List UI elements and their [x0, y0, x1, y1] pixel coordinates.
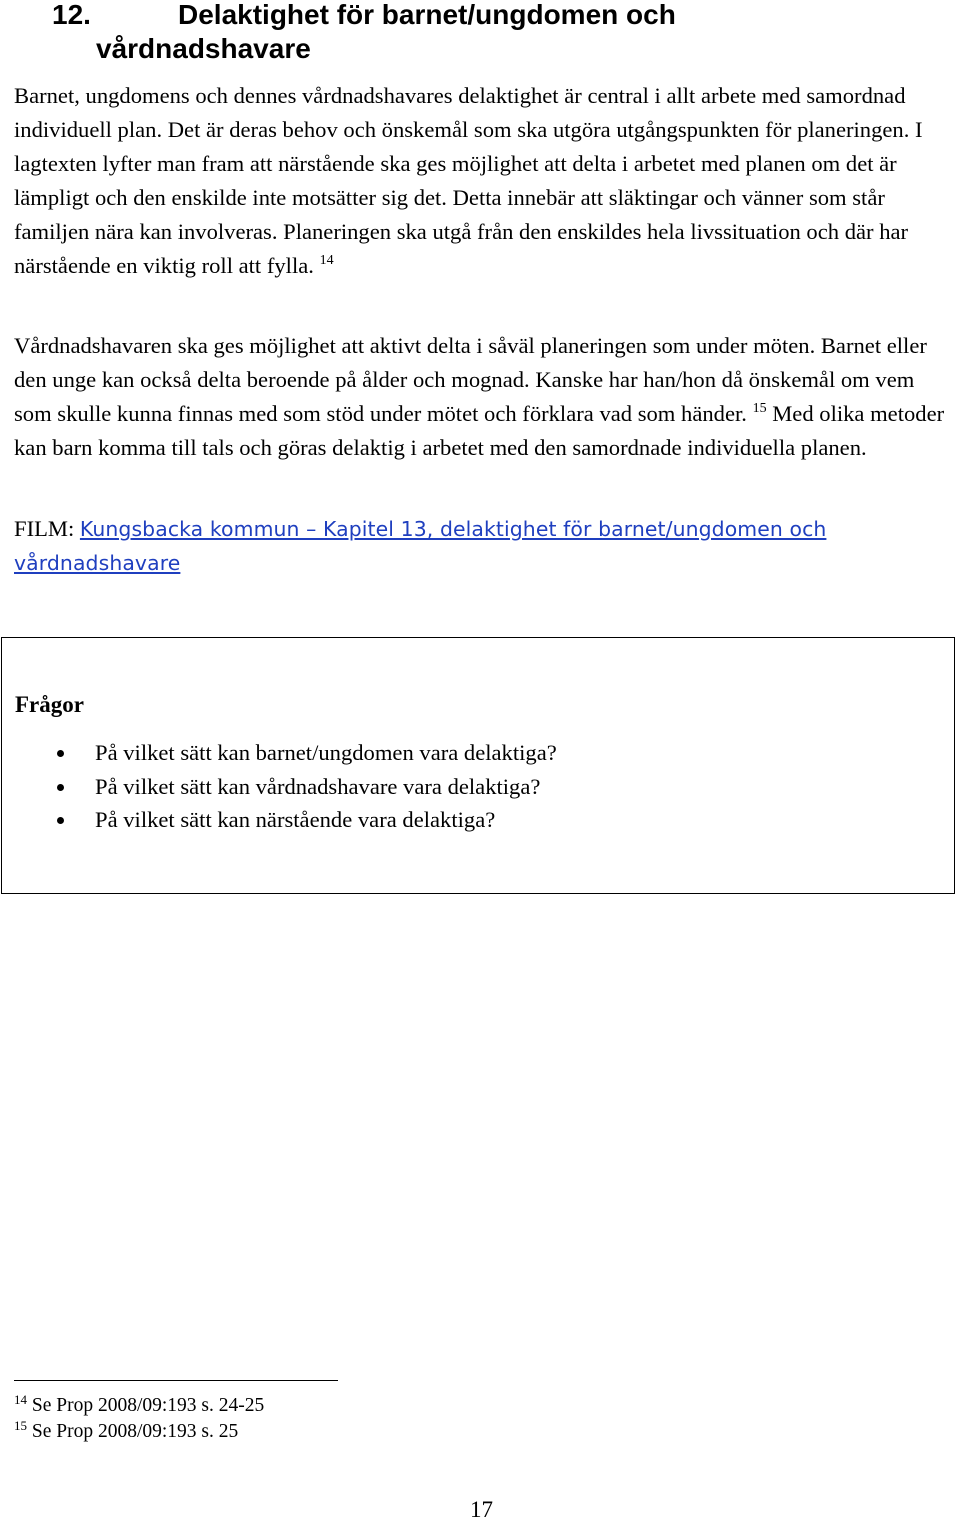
paragraph-guardians-text-before: Vårdnadshavaren ska ges möjlighet att aktivt delta i såväl planeringen som under möten. Barnet eller den unge kan också delta beroende på ålder och mognad. Kanske har han/hon då önskemål om vem som skulle kunna finnas med som stöd under mötet och förklara vad som händer.: [14, 333, 927, 426]
questions-box: [1, 637, 955, 894]
paragraph-guardians-text-after: Med olika metoder kan barn komma till tals och göras delaktig i arbetet med den samordnade individuella planen.: [14, 401, 945, 460]
film-label: FILM:: [14, 516, 80, 541]
questions-list: [2, 736, 557, 837]
section-heading: [52, 0, 932, 66]
bullet-icon: [57, 750, 64, 757]
footnote-text: Se Prop 2008/09:193 s. 24-25: [31, 1395, 265, 1416]
question-text: På vilket sätt kan vårdnadshavare vara delaktiga?: [95, 773, 541, 799]
page-number: 17: [470, 1497, 493, 1522]
paragraph-guardians: [14, 329, 950, 465]
section-title-line-2: vårdnadshavare: [96, 33, 311, 64]
question-item: [2, 803, 557, 837]
section-number: 12.: [52, 0, 91, 30]
footnote-number: 15: [14, 1418, 27, 1433]
paragraph-participation-text: Barnet, ungdomens och dennes vårdnadshavares delaktighet är central i allt arbete med samordnad individuell plan. Det är deras behov och önskemål som ska utgöra utgångspunkten för planeringen. I lagtexten lyfter man fram att närstående ska ges möjlighet att delta i arbetet med planen om det är lämpligt och den enskilde inte motsätter sig det. Detta innebär att släktingar och vänner som står familjen nära kan involveras. Planeringen ska utgå från den enskildes hela livssituation och där har närstående en viktig roll att fylla.: [14, 83, 923, 278]
bullet-icon: [57, 784, 64, 791]
footnote-15: [14, 1419, 238, 1445]
footnote-number: 14: [14, 1392, 27, 1407]
bullet-icon: [57, 817, 64, 824]
questions-title: Frågor: [15, 692, 84, 717]
footnote-text: Se Prop 2008/09:193 s. 25: [31, 1421, 239, 1442]
film-link[interactable]: Kungsbacka kommun – Kapitel 13, delaktighet för barnet/ungdomen och vårdnadshavare: [14, 517, 827, 575]
question-text: På vilket sätt kan närstående vara delaktiga?: [95, 807, 496, 832]
section-title-line-1: Delaktighet för barnet/ungdomen och: [178, 0, 676, 30]
footnote-separator: [14, 1380, 338, 1381]
film-reference: [14, 512, 950, 580]
question-item: [2, 736, 557, 770]
question-item: [2, 770, 557, 804]
footnote-ref-15[interactable]: 15: [752, 401, 767, 416]
paragraph-participation: [14, 79, 950, 283]
footnote-14: [14, 1393, 264, 1419]
question-text: På vilket sätt kan barnet/ungdomen vara delaktiga?: [95, 740, 557, 765]
footnote-ref-14[interactable]: 14: [319, 253, 334, 268]
